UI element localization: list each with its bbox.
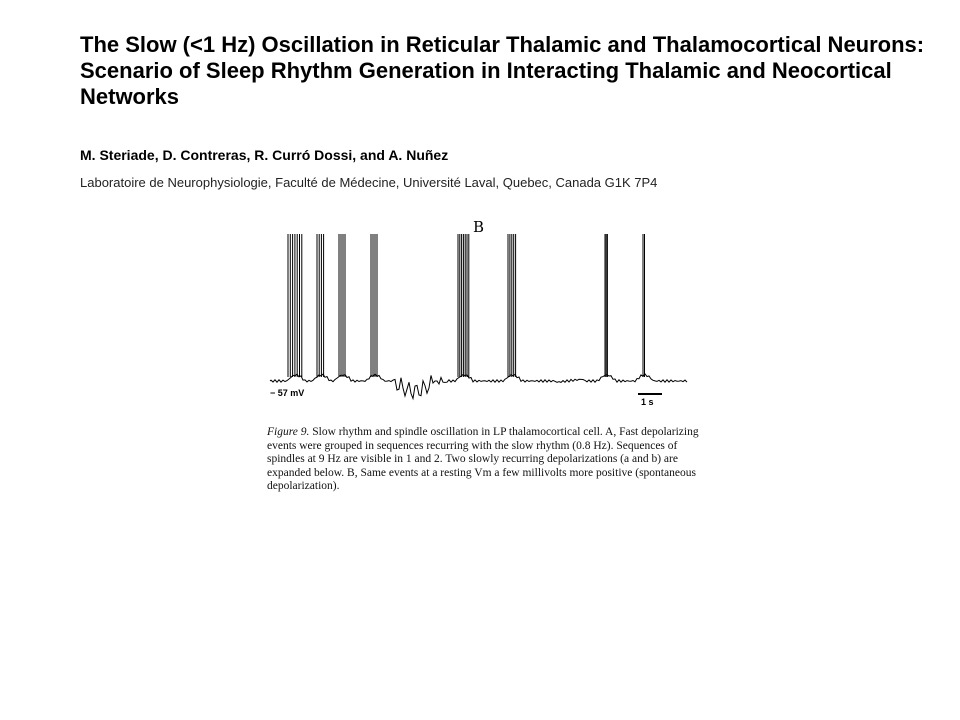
figure-caption-label: Figure 9. — [267, 426, 310, 438]
paper-title: The Slow (<1 Hz) Oscillation in Reticular Thalamic and Thalamocortical Neurons: Scenario of Sleep Rhythm Generation in Interacting Thalamic and Neocortical Networks — [80, 32, 925, 109]
trace-baseline — [270, 374, 687, 399]
figure-caption — [267, 426, 703, 494]
figure-caption-text: Slow rhythm and spindle oscillation in LP thalamocortical cell. A, Fast depolarizing events were grouped in sequences recurring with the slow rhythm (0.8 Hz). Sequences of spindles at 9 Hz are visible in 1 and 2. Two slowly recurring depolarizations (a and b) are expanded below. B, Same events at a resting Vm a few millivolts more positive (spontaneous depolarization). — [267, 426, 699, 492]
voltage-label: − 57 mV — [270, 388, 305, 398]
paper-affiliation: Laboratoire de Neurophysiologie, Faculté de Médecine, Université Laval, Quebec, Canada G1K 7P4 — [80, 175, 658, 190]
membrane-potential-trace — [265, 228, 695, 423]
figure-panel-label: B — [473, 218, 485, 236]
time-scale-bar — [638, 393, 662, 395]
trace-group — [270, 234, 687, 399]
paper-authors: M. Steriade, D. Contreras, R. Curró Dossi, and A. Nuñez — [80, 147, 449, 163]
time-scale-label: 1 s — [641, 397, 654, 407]
